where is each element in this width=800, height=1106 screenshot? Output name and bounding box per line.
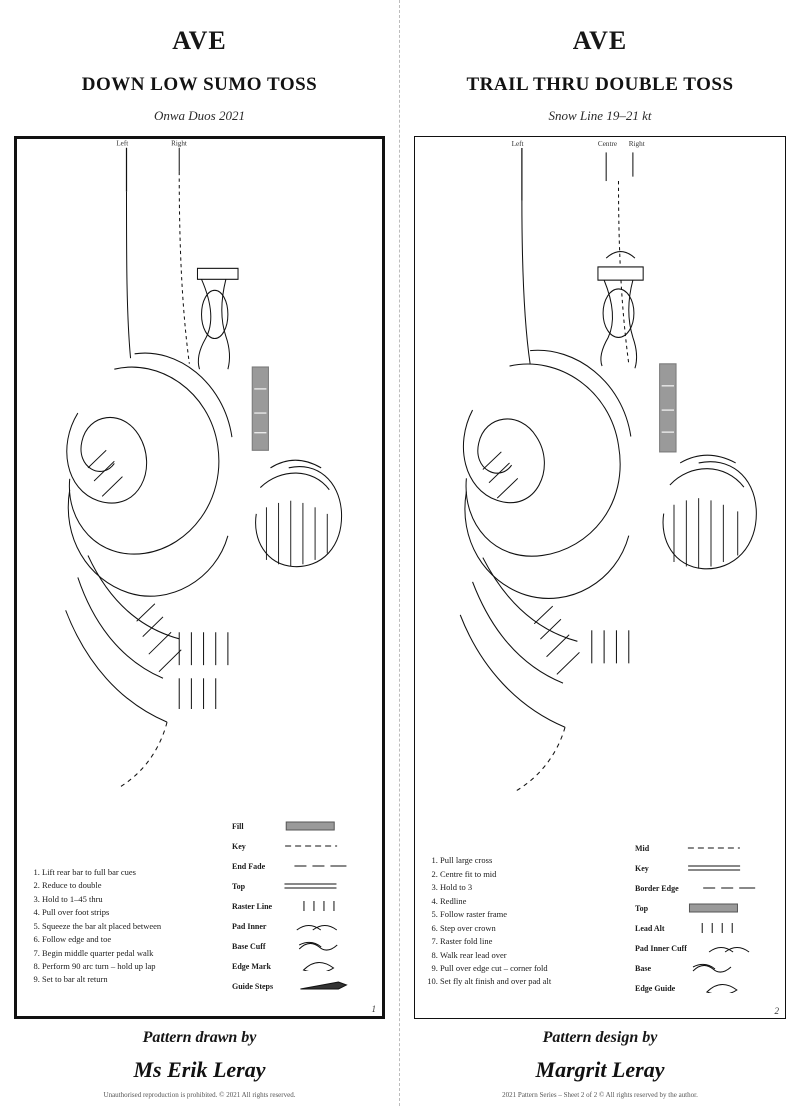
page-subtitle-right: Snow Line 19–21 kt [548,108,652,123]
footer-credit-label: Pattern drawn by [142,1028,257,1046]
step-item: 3. Hold to 1–45 thru [42,894,221,905]
legend-label: Pad Inner [232,921,267,931]
comb-icon [276,901,372,911]
footer-credit-label: Pattern design by [542,1028,658,1046]
arc-stack-icon [270,921,372,931]
page-title-right: TRAIL THRU DOUBLE TOSS [466,74,734,95]
step-item: 2. Reduce to double [42,880,221,891]
double-line-icon [249,881,372,891]
legend-label: Edge Mark [232,961,271,971]
step-item: 7. Raster fold line [440,936,619,947]
step-item: 5. Follow raster frame [440,909,619,920]
steps-ordered-list-right [429,855,619,988]
legend-item [635,982,775,995]
legend-item [232,940,372,953]
steps-list-left [31,867,221,988]
svg-text:Left: Left [116,139,129,148]
legend-item [635,902,775,915]
legend-item [635,862,775,875]
legend-item [635,942,775,955]
legend-label: Key [635,863,649,873]
step-item: 1. Pull large cross [440,855,619,866]
legend-item [232,960,372,973]
legend-label: Guide Steps [232,981,274,991]
leaf-icon [679,983,775,993]
step-item: 3. Hold to 3 [440,882,619,893]
bar-swatch-icon [652,903,775,913]
footer-left [14,1029,385,1100]
step-item: 1. Lift rear bar to full bar cues [42,867,221,878]
legend-label: Top [232,881,246,891]
legend-label: Lead Alt [635,923,665,933]
legend-right [635,842,775,1002]
footer-fine-print: Unauthorised reproduction is prohibited. © 2021 All rights reserved. [103,1090,296,1099]
brand-title-right: AVE [572,26,628,55]
bar-swatch-icon [248,821,372,831]
footer-fine-print: 2021 Pattern Series – Sheet 2 of 2 © All rights reserved by the author. [502,1090,698,1099]
svg-text:Right: Right [171,139,187,148]
legend-item [635,882,775,895]
legend-label: Base Cuff [232,941,266,951]
legend-label: Base [635,963,651,973]
legend-label: Key [232,841,246,851]
svg-text:Centre: Centre [597,138,618,148]
arc-stack-icon [691,943,775,953]
page-number-right: 2 [774,1005,779,1016]
legend-label: Mid [635,843,650,853]
step-item: 2. Centre fit to mid [440,869,619,880]
double-line-icon [653,863,775,873]
legend-label: Raster Line [232,901,273,911]
legend-item [232,860,372,873]
step-item: 9. Pull over edge cut – corner fold [440,963,619,974]
step-item: 9. Set to bar alt return [42,974,221,985]
legend-left [232,820,372,1000]
legend-label: Edge Guide [635,983,676,993]
steps-ordered-list-left [31,867,221,986]
legend-label: Border Edge [635,883,679,893]
dash-line-icon [653,843,775,853]
legend-label: Pad Inner Cuff [635,943,687,953]
step-item: 7. Begin middle quarter pedal walk [42,948,221,959]
footer-author: Margrit Leray [535,1056,665,1082]
swirl-icon [270,941,372,951]
dashes-icon [269,861,372,871]
step-item: 6. Step over crown [440,923,619,934]
svg-text:Left: Left [511,138,524,148]
legend-item [635,842,775,855]
brand-title-left: AVE [172,26,227,55]
panel-right [400,0,800,1106]
legend-item [232,820,372,833]
legend-item [232,840,372,853]
legend-item [232,980,372,993]
comb-icon [669,923,775,933]
legend-item [232,880,372,893]
dashes-icon [683,883,775,893]
legend-label: End Fade [232,861,266,871]
legend-item [635,962,775,975]
legend-item [232,920,372,933]
legend-item [635,922,775,935]
footer-author: Ms Erik Leray [133,1056,266,1082]
svg-text:Right: Right [628,138,645,148]
step-item: 10. Set fly alt finish and over pad alt [440,976,619,987]
step-item: 4. Pull over foot strips [42,907,221,918]
legend-label: Fill [232,821,244,831]
page-number-left: 1 [371,1003,376,1014]
arrow-bar-icon [277,981,372,991]
legend-item [232,900,372,913]
page-title-left: DOWN LOW SUMO TOSS [81,74,318,95]
footer-right [414,1029,786,1100]
diagram-frame-left [14,136,385,1019]
page-subtitle-left: Onwa Duos 2021 [153,108,245,123]
legend-label: Top [635,903,649,913]
step-item: 8. Perform 90 arc turn – hold up lap [42,961,221,972]
swirl-icon [655,963,775,973]
step-item: 4. Redline [440,896,619,907]
step-item: 6. Follow edge and toe [42,934,221,945]
step-item: 8. Walk rear lead over [440,950,619,961]
steps-list-right [429,855,619,990]
dash-line-icon [250,841,372,851]
diagram-frame-right [414,136,786,1019]
step-item: 5. Squeeze the bar alt placed between [42,921,221,932]
leaf-icon [275,961,372,971]
